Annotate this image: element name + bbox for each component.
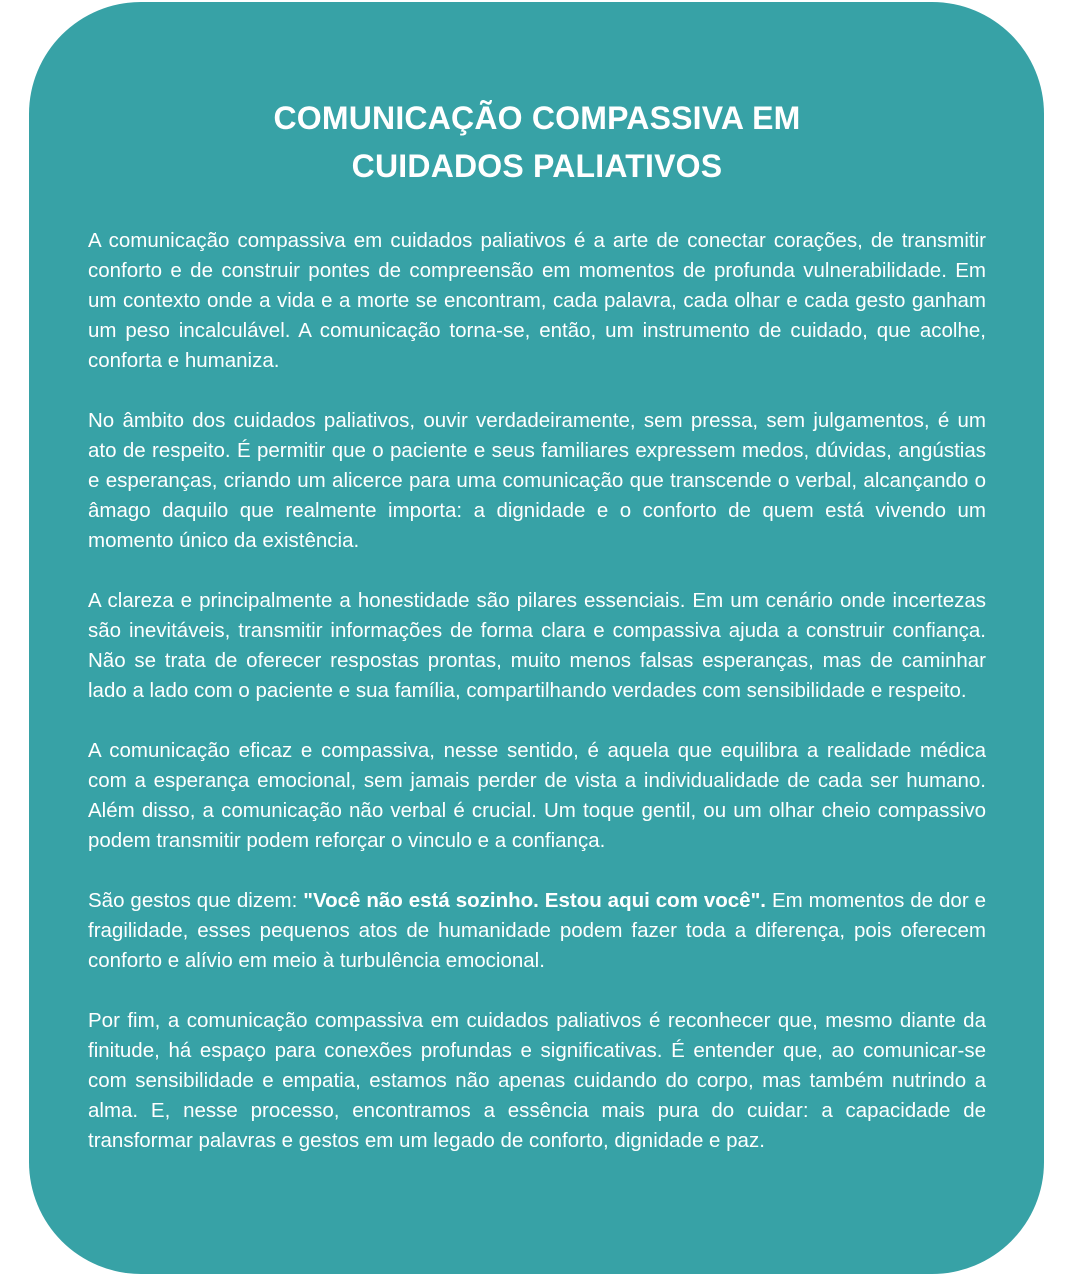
paragraph-5-lead: São gestos que dizem:	[88, 889, 304, 912]
paragraph-5-quote: "Você não está sozinho. Estou aqui com você".	[303, 889, 766, 912]
paragraph-3: A clareza e principalmente a honestidade são pilares essenciais. Em um cenário onde incertezas são inevitáveis, transmitir informações de forma clara e compassiva ajuda a construir confiança. Não se trata de oferecer respostas prontas, muito menos falsas esperanças, mas de caminhar lado a lado com o paciente e sua família, compartilhando verdades com sensibilidade e respeito.	[88, 589, 986, 702]
paragraph-2: No âmbito dos cuidados paliativos, ouvir verdadeiramente, sem pressa, sem julgamentos, é um ato de respeito. É permitir que o paciente e seus familiares expressem medos, dúvidas, angústias e esperanças, criando um alicerce para uma comunicação que transcende o verbal, alcançando o âmago daquilo que realmente importa: a dignidade e o conforto de quem está vivendo um momento único da existência.	[88, 409, 986, 552]
paragraph-6: Por fim, a comunicação compassiva em cuidados paliativos é reconhecer que, mesmo diante da finitude, há espaço para conexões profundas e significativas. É entender que, ao comunicar-se com sensibilidade e empatia, estamos não apenas cuidando do corpo, mas também nutrindo a alma. E, nesse processo, encontramos a essência mais pura do cuidar: a capacidade de transformar palavras e gestos em um legado de conforto, dignidade e paz.	[88, 1009, 986, 1152]
paragraph-1: A comunicação compassiva em cuidados paliativos é a arte de conectar corações, de transmitir conforto e de construir pontes de compreensão em momentos de profunda vulnerabilidade. Em um contexto onde a vida e a morte se encontram, cada palavra, cada olhar e cada gesto ganham um peso incalculável. A comunicação torna-se, então, um instrumento de cuidado, que acolhe, conforta e humaniza.	[88, 229, 986, 372]
paragraph-5-rest: Em momentos de dor e fragilidade, esses pequenos atos de humanidade podem fazer toda a diferença, pois oferecem conforto e alívio em meio à turbulência emocional.	[88, 889, 986, 972]
text-card	[29, 2, 1044, 1274]
document-title	[88, 94, 986, 190]
paragraph-4: A comunicação eficaz e compassiva, nesse sentido, é aquela que equilibra a realidade médica com a esperança emocional, sem jamais perder de vista a individualidade de cada ser humano. Além disso, a comunicação não verbal é crucial. Um toque gentil, ou um olhar cheio compassivo podem transmitir podem reforçar o vinculo e a confiança.	[88, 739, 986, 852]
paragraph-5	[88, 886, 986, 976]
title-line-1: COMUNICAÇÃO COMPASSIVA EM	[273, 100, 801, 136]
title-line-2: CUIDADOS PALIATIVOS	[351, 148, 723, 184]
